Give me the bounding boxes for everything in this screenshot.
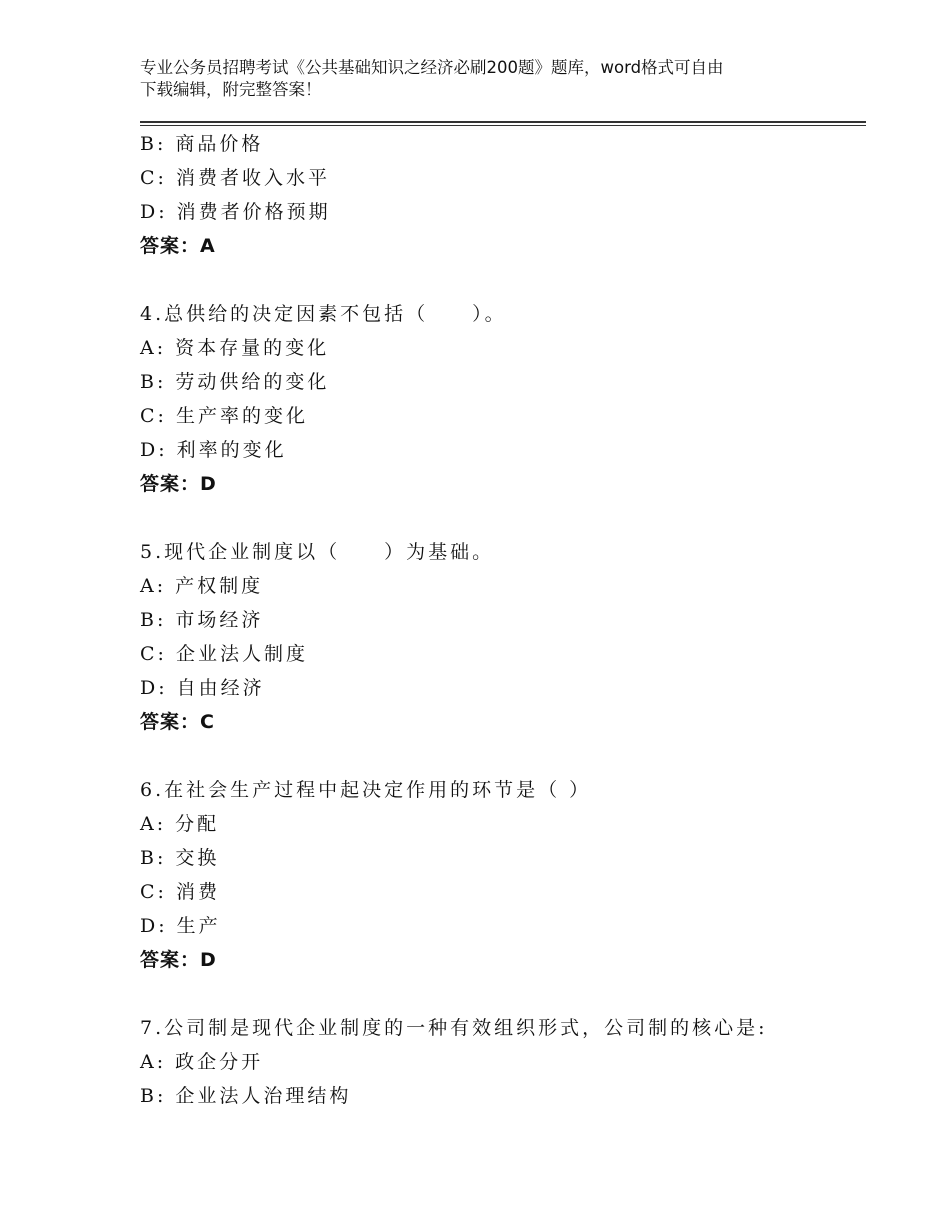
option-b: B: 市场经济 [140,609,264,631]
option-a: A: 分配 [140,813,220,835]
question-4 [140,297,866,501]
spacer [140,501,866,535]
answer: 答案：A [140,235,216,257]
header-rule-thick [140,121,866,123]
question-stem: 6.在社会生产过程中起决定作用的环节是（ ） [140,779,592,801]
header-rule-thin [140,125,866,126]
answer: 答案：C [140,711,215,733]
option-b: B: 企业法人治理结构 [140,1085,352,1107]
option-a: A: 资本存量的变化 [140,337,330,359]
question-stem: 7.公司制是现代企业制度的一种有效组织形式，公司制的核心是: [140,1017,768,1039]
answer: 答案：D [140,949,217,971]
question-6 [140,773,866,977]
option-b: B: 商品价格 [140,133,264,155]
question-stem: 4.总供给的决定因素不包括（ ）。 [140,303,507,325]
header-line-1: 专业公务员招聘考试《公共基础知识之经济必刷200题》题库，word格式可自由 [140,58,724,77]
option-d: D: 生产 [140,915,221,937]
option-c: C: 企业法人制度 [140,643,308,665]
question-list [140,127,866,1113]
question-5 [140,535,866,739]
option-d: D: 利率的变化 [140,439,287,461]
document-header [140,57,840,101]
spacer [140,977,866,1011]
option-d: D: 自由经济 [140,677,265,699]
option-b: B: 劳动供给的变化 [140,371,330,393]
answer: 答案：D [140,473,217,495]
question-stem: 5.现代企业制度以（ ）为基础。 [140,541,495,563]
question-3 [140,127,866,263]
option-b: B: 交换 [140,847,220,869]
spacer [140,263,866,297]
option-a: A: 产权制度 [140,575,264,597]
option-d: D: 消费者价格预期 [140,201,331,223]
option-a: A: 政企分开 [140,1051,264,1073]
spacer [140,739,866,773]
question-7 [140,1011,866,1113]
option-c: C: 消费 [140,881,220,903]
option-c: C: 生产率的变化 [140,405,308,427]
header-line-2: 下载编辑，附完整答案！ [140,80,322,99]
option-c: C: 消费者收入水平 [140,167,330,189]
